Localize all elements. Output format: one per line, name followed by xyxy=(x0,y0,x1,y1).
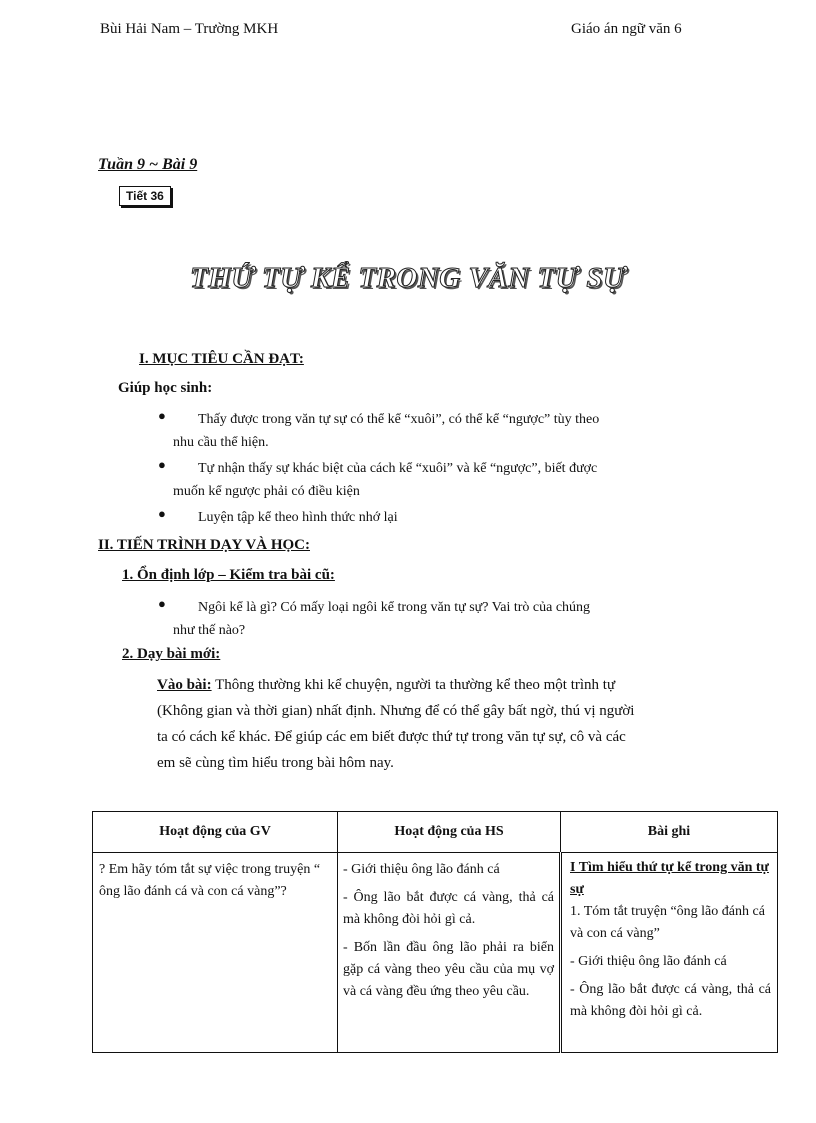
table-header-row xyxy=(93,812,778,853)
objective-1-line1: Thấy được trong văn tự sự có thể kể “xuôi”, có thể kể “ngược” tùy theo xyxy=(198,412,600,427)
period-box xyxy=(119,186,171,206)
intro-line3: ta có cách kể khác. Để giúp các em biết được thứ tự trong văn tự sự, cô và các xyxy=(157,729,626,745)
bullet-icon: ● xyxy=(158,457,166,472)
objective-2-line2: muốn kể ngược phải có điều kiện xyxy=(173,484,360,499)
review-question xyxy=(158,596,706,642)
week-label: Tuần 9 ~ Bài 9 xyxy=(98,156,198,173)
hs-cell xyxy=(338,853,561,1053)
review-question-line1: Ngôi kể là gì? Có mấy loại ngôi kể trong văn tự sự? Vai trò của chúng xyxy=(198,600,591,615)
intro-label: Vào bài: xyxy=(157,677,212,693)
objective-2 xyxy=(158,457,706,503)
intro-line1: Thông thường khi kể chuyện, người ta thường kể theo một trình tự xyxy=(211,677,616,693)
col-header-gv: Hoạt động của GV xyxy=(93,812,338,853)
hs-item: - Ông lão bắt được cá vàng, thả cá mà không đòi hỏi gì cả. xyxy=(343,890,554,927)
objective-1-line2: nhu cầu thể hiện. xyxy=(173,435,269,450)
lesson-title: THỨ TỰ KỂ TRONG VĂN TỰ SỰ xyxy=(190,262,626,294)
baighi-item: 1. Tóm tắt truyện “ông lão đánh cá và con cá vàng” xyxy=(570,904,765,941)
table-row xyxy=(93,853,778,1053)
objective-2-line1: Tự nhận thấy sự khác biệt của cách kể “xuôi” và kể “ngược”, biết được xyxy=(198,461,598,476)
baighi-cell xyxy=(561,853,778,1053)
objective-3-line1: Luyện tập kể theo hình thức nhớ lại xyxy=(198,510,398,525)
intro-line4: em sẽ cùng tìm hiểu trong bài hôm nay. xyxy=(157,755,394,771)
baighi-item: - Ông lão bắt được cá vàng, thả cá mà không đòi hỏi gì cả. xyxy=(570,982,771,1019)
intro-paragraph xyxy=(157,672,705,776)
intro-line2: (Không gian và thời gian) nhất định. Nhưng để có thể gây bất ngờ, thú vị người xyxy=(157,703,635,719)
baighi-item: - Giới thiệu ông lão đánh cá xyxy=(570,954,727,969)
section-1-subheading: Giúp học sinh: xyxy=(118,380,213,396)
header-left: Bùi Hải Nam – Trường MKH xyxy=(100,21,279,37)
objective-3 xyxy=(158,506,706,530)
bullet-icon: ● xyxy=(158,408,166,423)
col-header-hs: Hoạt động của HS xyxy=(338,812,561,853)
bullet-icon: ● xyxy=(158,596,166,611)
section-2-heading: II. TIẾN TRÌNH DẠY VÀ HỌC: xyxy=(98,537,310,553)
section-1-heading: I. MỤC TIÊU CẦN ĐẠT: xyxy=(139,351,304,367)
objective-1 xyxy=(158,408,706,454)
col-header-baighi: Bài ghi xyxy=(561,812,778,853)
part-2-heading: 2. Dạy bài mới: xyxy=(122,646,221,662)
gv-question: ? Em hãy tóm tắt sự việc trong truyện “ ông lão đánh cá và con cá vàng”? xyxy=(99,862,321,899)
hs-item: - Giới thiệu ông lão đánh cá xyxy=(343,862,500,877)
header-right: Giáo án ngữ văn 6 xyxy=(571,21,682,37)
activity-table xyxy=(92,811,778,1053)
period-label: Tiết 36 xyxy=(126,189,164,203)
review-question-line2: như thế nào? xyxy=(173,623,246,638)
gv-cell xyxy=(93,853,338,1053)
part-1-heading: 1. Ổn định lớp – Kiểm tra bài cũ: xyxy=(122,567,335,583)
bullet-icon: ● xyxy=(158,506,166,521)
hs-item: - Bốn lần đầu ông lão phải ra biển gặp cá vàng theo yêu cầu của mụ vợ và cá vàng đều ứng theo yêu cầu. xyxy=(343,940,554,999)
baighi-heading: I Tìm hiểu thứ tự kể trong văn tự sự xyxy=(570,860,769,897)
